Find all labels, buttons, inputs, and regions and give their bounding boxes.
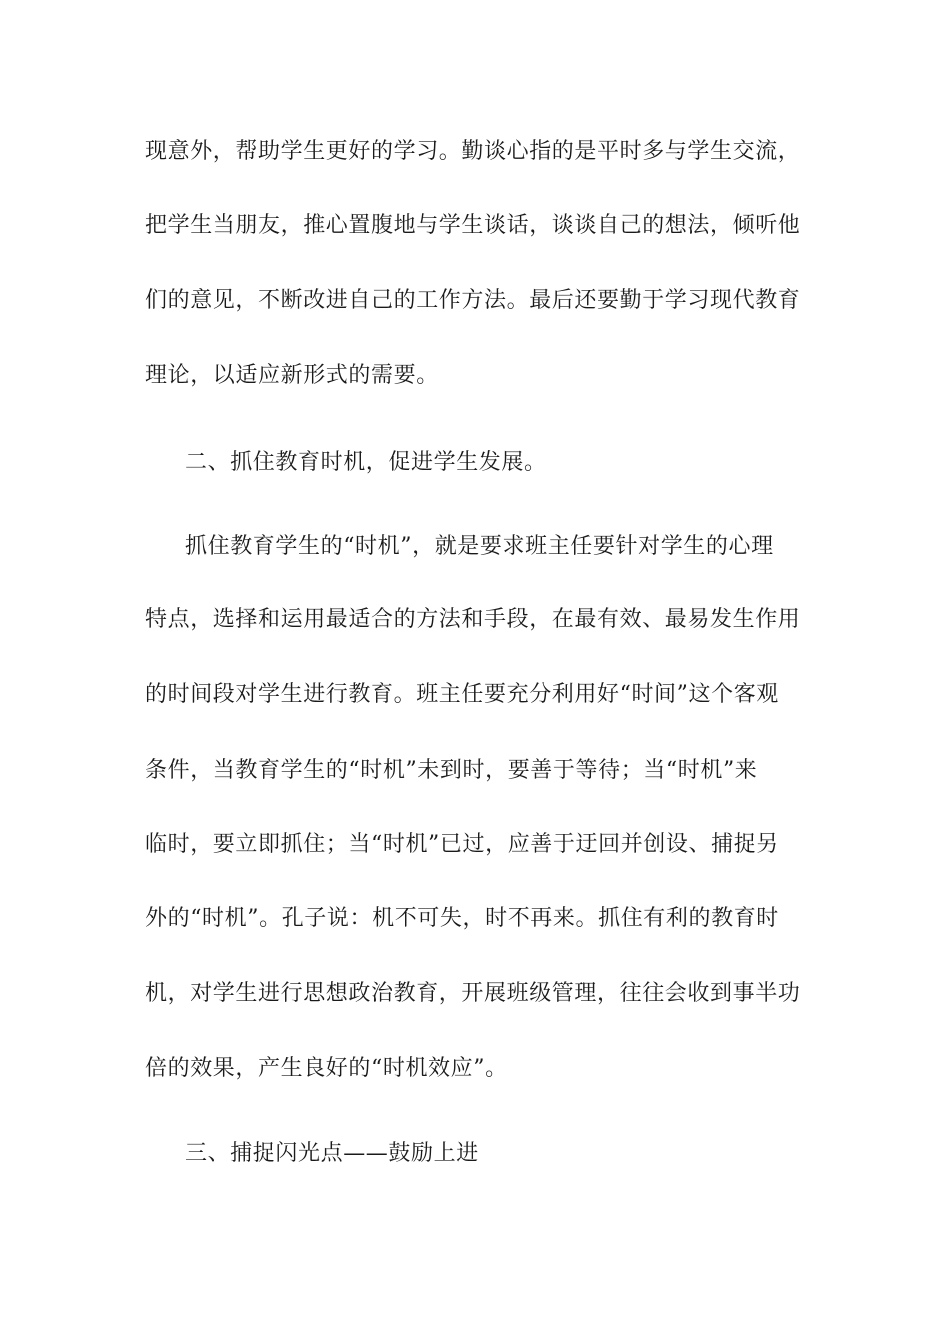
section-heading: 二、抓住教育时机，促进学生发展。 bbox=[185, 450, 547, 475]
section-heading: 三、捕捉闪光点——鼓励上进 bbox=[185, 1141, 479, 1166]
paragraph-line: 的时间段对学生进行教育。班主任要充分利用好“时间”这个客观 bbox=[145, 682, 779, 707]
paragraph-line: 把学生当朋友，推心置腹地与学生谈话，谈谈自己的想法，倾听他 bbox=[145, 213, 801, 238]
paragraph-line: 理论，以适应新形式的需要。 bbox=[145, 363, 439, 388]
paragraph-line: 外的“时机”。孔子说：机不可失，时不再来。抓住有利的教育时 bbox=[145, 906, 779, 931]
paragraph-line: 们的意见，不断改进自己的工作方法。最后还要勤于学习现代教育 bbox=[145, 288, 801, 313]
paragraph-line: 条件，当教育学生的“时机”未到时，要善于等待；当“时机”来 bbox=[145, 758, 758, 783]
paragraph-line: 抓住教育学生的“时机”，就是要求班主任要针对学生的心理 bbox=[185, 534, 774, 559]
paragraph-line: 倍的效果，产生良好的“时机效应”。 bbox=[145, 1056, 508, 1081]
paragraph-line: 特点，选择和运用最适合的方法和手段，在最有效、最易发生作用 bbox=[145, 607, 801, 632]
paragraph-line: 现意外，帮助学生更好的学习。勤谈心指的是平时多与学生交流， bbox=[145, 139, 801, 164]
paragraph-line: 机，对学生进行思想政治教育，开展班级管理，往往会收到事半功 bbox=[145, 981, 801, 1006]
paragraph-line: 临时，要立即抓住；当“时机”已过，应善于迂回并创设、捕捉另 bbox=[145, 832, 779, 857]
